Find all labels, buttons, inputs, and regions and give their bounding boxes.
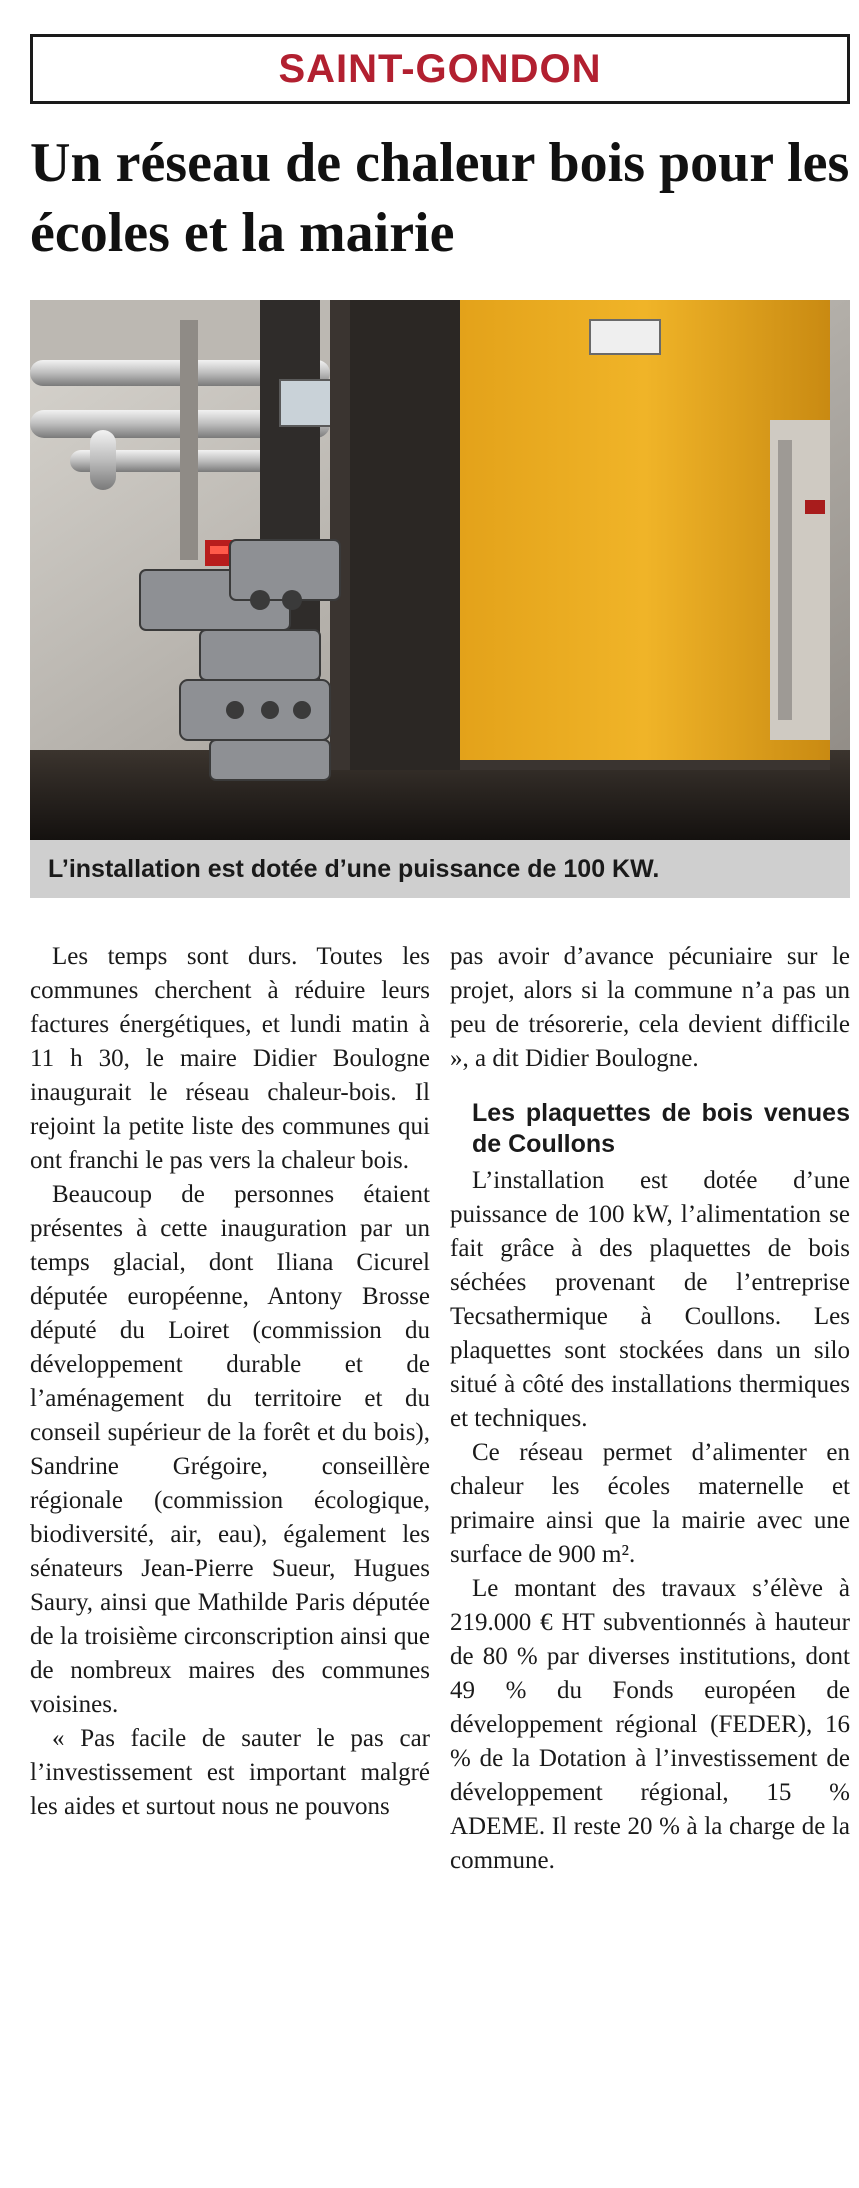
kicker-box — [30, 34, 850, 104]
article-paragraph: « Pas facile de sauter le pas car l’investissement est important malgré les aides et surtout nous ne pouvons — [30, 1725, 430, 1820]
article-subhead: Les plaquettes de bois venues de Coullons — [472, 1099, 850, 1158]
article-paragraph: Beaucoup de personnes étaient présentes à cette inauguration par un temps glacial, dont Iliana Cicurel députée européenne, Antony Brosse député du Loiret (commission du développement durable et de l’aménagement du territoire et du conseil supérieur de la forêt et du bois), Sandrine Grégoire, conseillère régionale (commission écologique, biodiversité, air, eau), également les sénateurs Jean-Pierre Sueur, Hugues Saury, ainsi que Mathilde Paris députée de la troisième circonscription ainsi que de nombreux maires des communes voisines. — [30, 1181, 430, 1718]
article-paragraph: Les temps sont durs. Toutes les communes cherchent à réduire leurs factures énergétiques, et lundi matin à 11 h 30, le maire Didier Boulogne inaugurait le réseau chaleur-bois. Il rejoint la petite liste des communes qui ont franchi le pas vers la chaleur bois. — [30, 943, 430, 1174]
photo-caption: L’installation est dotée d’une puissance de 100 KW. — [48, 854, 660, 883]
headline: Un réseau de chaleur bois pour les écoles et la mairie — [30, 132, 850, 264]
article-column-right — [450, 940, 850, 1878]
kicker: SAINT-GONDON — [278, 46, 602, 91]
article-paragraph: Ce réseau permet d’alimenter en chaleur les écoles maternelle et primaire ainsi que la mairie avec une surface de 900 m². — [450, 1439, 850, 1568]
article-paragraph-continuation: pas avoir d’avance pécuniaire sur le projet, alors si la commune n’a pas un peu de trésorerie, cela devient difficile », a dit Didier Boulogne. — [450, 943, 850, 1072]
article-photo — [30, 300, 850, 840]
article-paragraph: Le montant des travaux s’élève à 219.000 € HT subventionnés à hauteur de 80 % par diverses institutions, dont 49 % du Fonds européen de développement régional (FEDER), 16 % de la Dotation à l’investissement de développement régional, 15 % ADEME. Il reste 20 % à la charge de la commune. — [450, 1575, 850, 1874]
article-column-left — [30, 940, 430, 1824]
article-paragraph: L’installation est dotée d’une puissance de 100 kW, l’alimentation se fait grâce à des plaquettes de bois séchées provenant de l’entreprise Tecsathermique à Coullons. Les plaquettes sont stockées dans un silo situé à côté des installations thermiques et techniques. — [450, 1167, 850, 1432]
photo-caption-bar — [30, 840, 850, 898]
boiler-room-illustration — [30, 300, 850, 840]
